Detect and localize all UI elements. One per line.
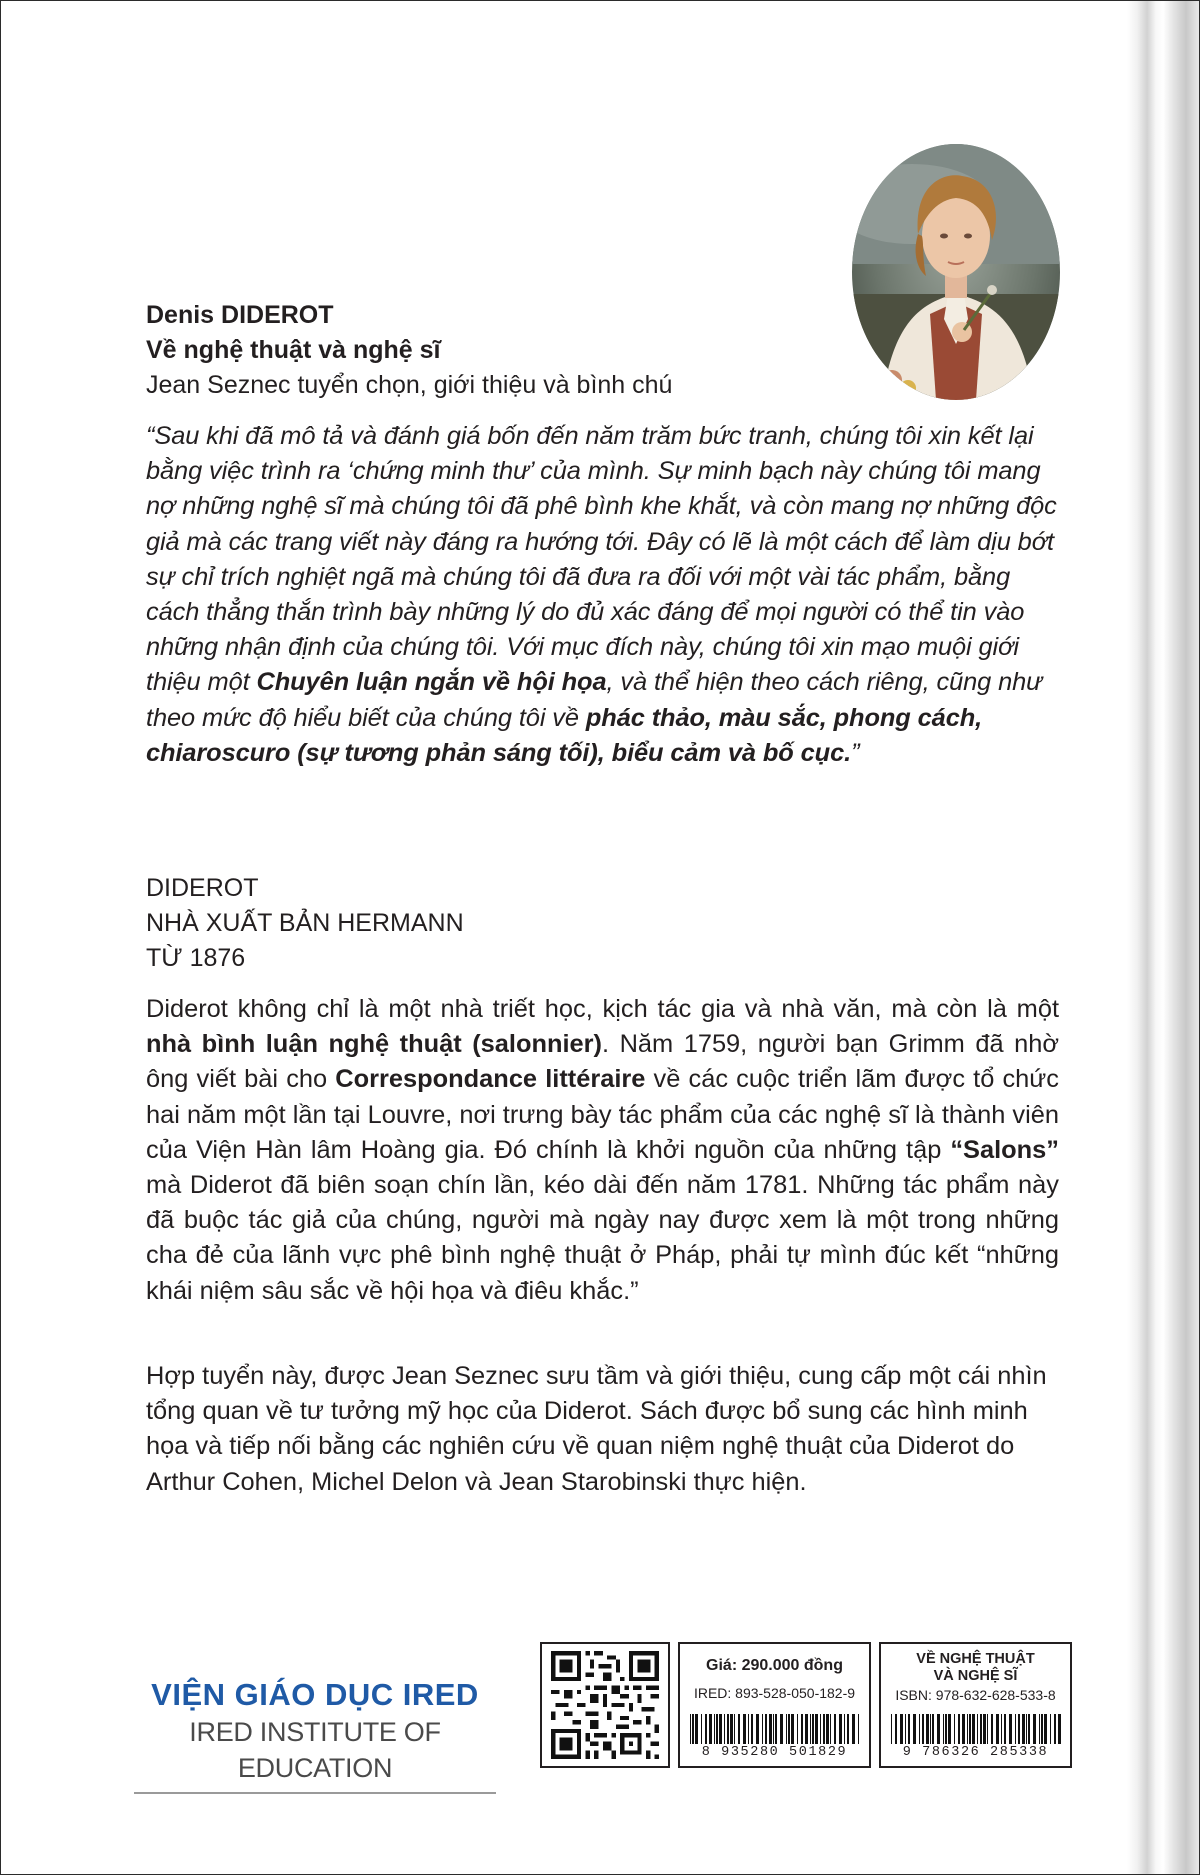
barcode-bar — [930, 1714, 931, 1744]
barcode-bar — [815, 1714, 818, 1744]
barcode-bar — [769, 1714, 772, 1744]
diderot-quote — [146, 419, 1066, 771]
barcode-bar — [719, 1714, 722, 1744]
barcode-bar — [948, 1714, 951, 1744]
barcode-bar — [1058, 1714, 1061, 1744]
barcode-bar — [972, 1714, 975, 1744]
publisher-block — [146, 871, 464, 976]
barcode-bar — [977, 1714, 978, 1744]
barcode-bar — [1026, 1714, 1027, 1744]
barcode-bar — [734, 1714, 735, 1744]
qr-code-icon — [551, 1651, 659, 1759]
book-spine — [1127, 1, 1199, 1874]
barcode-bar — [690, 1714, 691, 1744]
portrait-painting — [852, 144, 1060, 400]
barcode-bar — [788, 1714, 790, 1744]
barcode-bar — [913, 1714, 916, 1744]
book-title: Về nghệ thuật và nghệ sĩ — [146, 336, 441, 364]
publisher-line: TỪ 1876 — [146, 944, 246, 972]
barcode-bar — [695, 1714, 698, 1744]
barcode-isbn — [889, 1714, 1064, 1744]
logo-english-name: IRED INSTITUTE OF EDUCATION — [134, 1714, 496, 1794]
bio-text: . Năm 1759, người bạn Grimm đã nhờ ông viết bài cho — [146, 1030, 1059, 1094]
barcode-bar — [756, 1714, 759, 1744]
bio-emphasis: Correspondance littéraire — [335, 1065, 646, 1094]
barcode-bar — [858, 1714, 859, 1744]
barcode-bar — [773, 1714, 774, 1744]
barcode-bar — [701, 1714, 702, 1744]
barcode-bar — [967, 1714, 968, 1744]
quote-text: “Sau khi đã mô tả và đánh giá bốn đến năm trăm bức tranh, chúng tôi xin kết lại bằng việc trình ra ‘chứng minh thư’ của mình. Sự minh bạch này chúng tôi mang nợ những nghệ sĩ mà chúng tôi đã phê bình khe khắt, và còn mang nợ những độc giả mà các trang viết này đáng ra hướng tới. Đây có lẽ là một cách để làm dịu bớt sự chỉ trích nghiệt ngã mà chúng tôi đã đưa ra đối với một vài tác phẩm, bằng cách thẳng thắn trình bày những lý do đủ xác đáng để mọi người có thể tin vào những nhận định của chúng tôi. Với mục đích này, chúng tôi xin mạo muội giới thiệu một — [146, 422, 1057, 697]
barcode-digits: 8 935280 501829 — [701, 1745, 848, 1760]
barcode-bar — [791, 1714, 794, 1744]
bio-text: về các cuộc triển lãm được tổ chức hai năm một lần tại Louvre, nơi trưng bày tác phẩm của các nghệ sĩ là thành viên của Viện Hàn lâm Hoàng gia. Đó chính là khởi nguồn của những tập — [146, 1065, 1059, 1164]
barcode-bar — [730, 1714, 733, 1744]
barcode-bar — [1018, 1714, 1020, 1744]
barcode-bar — [991, 1714, 993, 1744]
barcode-bar — [1001, 1714, 1002, 1744]
barcode-bar — [692, 1714, 694, 1744]
barcode-bar — [765, 1714, 767, 1744]
barcode-bar — [844, 1714, 845, 1744]
quote-emphasis: phác thảo, màu sắc, phong cách, chiaroscuro (sự tương phản sáng tối), biểu cảm và bố cục. — [146, 703, 983, 767]
barcode-bar — [983, 1714, 986, 1744]
barcode-price — [688, 1714, 863, 1744]
book-header — [146, 298, 766, 403]
barcode-bar — [751, 1714, 753, 1744]
barcode-bar — [937, 1714, 940, 1744]
barcode-bar — [834, 1714, 836, 1744]
barcode-bar — [1039, 1714, 1040, 1744]
barcode-bar — [980, 1714, 982, 1744]
price-label: Giá: 290.000 đồng — [706, 1657, 843, 1674]
publisher-line: NHÀ XUẤT BẢN HERMANN — [146, 909, 464, 937]
barcode-bar — [926, 1714, 929, 1744]
barcode-bar — [727, 1714, 729, 1744]
barcode-bar — [786, 1714, 787, 1744]
logo-vietnamese-name: VIỆN GIÁO DỤC IRED — [151, 1677, 479, 1712]
barcode-bar — [738, 1714, 740, 1744]
barcode-bar — [1004, 1714, 1006, 1744]
barcode-bar — [996, 1714, 999, 1744]
barcode-bar — [839, 1714, 842, 1744]
barcode-bar — [780, 1714, 783, 1744]
barcode-bar — [852, 1714, 855, 1744]
anthology-paragraph: Hợp tuyển này, được Jean Seznec sưu tầm và giới thiệu, cung cấp một cái nhìn tổng quan về tư tưởng mỹ học của Diderot. Sách được bổ sung các hình minh họa và tiếp nối bằng các nghiên cứu về quan niệm nghệ thuật của Diderot do Arthur Cohen, Michel Delon và Jean Starobinski thực hiện. — [146, 1362, 1047, 1496]
quote-emphasis: Chuyên luận ngắn về hội họa — [256, 668, 607, 697]
barcode-bar — [1028, 1714, 1030, 1744]
barcode-bar — [987, 1714, 988, 1744]
barcode-bar — [847, 1714, 849, 1744]
barcode-bar — [797, 1714, 798, 1744]
barcode-bar — [1033, 1714, 1036, 1744]
qr-code-box — [540, 1642, 670, 1768]
barcode-bar — [1044, 1714, 1047, 1744]
barcode-bar — [820, 1714, 821, 1744]
barcode-bar — [762, 1714, 763, 1744]
barcode-bar — [714, 1714, 715, 1744]
barcode-bar — [958, 1714, 960, 1744]
editor-credit: Jean Seznec tuyển chọn, giới thiệu và bình chú — [146, 371, 673, 399]
bio-text: mà Diderot đã biên soạn chín lần, kéo dài đến năm 1781. Những tác phẩm này đã buộc tác giả của chúng, người mà ngày nay được xem là một trong những cha đẻ của lãnh vực phê bình nghệ thuật ở Pháp, phải tự mình đúc kết “những khái niệm sâu sắc về hội họa và điêu khắc.” — [146, 1171, 1059, 1305]
barcode-bar — [891, 1714, 892, 1744]
author-name: Denis DIDEROT — [146, 301, 334, 329]
barcode-bar — [1041, 1714, 1043, 1744]
isbn-title-line: VÀ NGHỆ SĨ — [933, 1668, 1018, 1684]
isbn-title-line: VỀ NGHỆ THUẬT — [916, 1651, 1035, 1667]
barcode-bar — [805, 1714, 808, 1744]
price-box — [678, 1642, 871, 1768]
barcode-bar — [969, 1714, 971, 1744]
barcode-bar — [716, 1714, 718, 1744]
barcode-bar — [775, 1714, 777, 1744]
bio-text: Diderot không chỉ là một nhà triết học, kịch tác gia và nhà văn, mà còn là một — [146, 995, 1059, 1023]
barcode-bar — [895, 1714, 897, 1744]
barcode-bar — [932, 1714, 934, 1744]
barcode-bar — [748, 1714, 749, 1744]
barcode-bar — [900, 1714, 903, 1744]
barcode-bar — [1054, 1714, 1056, 1744]
barcode-bar — [962, 1714, 965, 1744]
barcode-bar — [1015, 1714, 1016, 1744]
isbn-code: ISBN: 978-632-628-533-8 — [895, 1687, 1056, 1703]
barcode-bar — [908, 1714, 910, 1744]
barcode-bar — [823, 1714, 825, 1744]
barcode-bar — [812, 1714, 814, 1744]
barcode-bar — [1009, 1714, 1012, 1744]
barcode-bar — [943, 1714, 944, 1744]
barcode-bar — [1022, 1714, 1025, 1744]
portrait-illustration — [852, 144, 1060, 400]
barcode-bar — [905, 1714, 906, 1744]
ired-code: IRED: 893-528-050-182-9 — [693, 1685, 856, 1701]
publisher-logo — [134, 1676, 496, 1794]
barcode-bar — [801, 1714, 803, 1744]
barcode-bar — [954, 1714, 955, 1744]
quote-text: , và thể hiện theo cách riêng, cũng như theo mức độ hiểu biết của chúng tôi về — [146, 668, 1043, 732]
barcode-bar — [919, 1714, 920, 1744]
quote-close: ” — [851, 738, 860, 767]
bio-emphasis: nhà bình luận nghệ thuật (salonnier) — [146, 1030, 602, 1059]
barcode-bar — [945, 1714, 947, 1744]
barcode-bar — [922, 1714, 924, 1744]
barcode-bar — [810, 1714, 811, 1744]
isbn-box — [879, 1642, 1072, 1768]
bio-paragraph — [146, 992, 1059, 1309]
publisher-line: DIDEROT — [146, 874, 259, 902]
barcode-bar — [724, 1714, 725, 1744]
barcode-digits: 9 786326 285338 — [902, 1745, 1049, 1760]
barcode-bar — [826, 1714, 829, 1744]
barcode-bar — [830, 1714, 831, 1744]
barcode-bar — [1050, 1714, 1051, 1744]
bio-emphasis: “Salons” — [950, 1135, 1059, 1164]
barcode-bar — [705, 1714, 707, 1744]
barcode-bar — [743, 1714, 746, 1744]
barcode-bar — [709, 1714, 712, 1744]
